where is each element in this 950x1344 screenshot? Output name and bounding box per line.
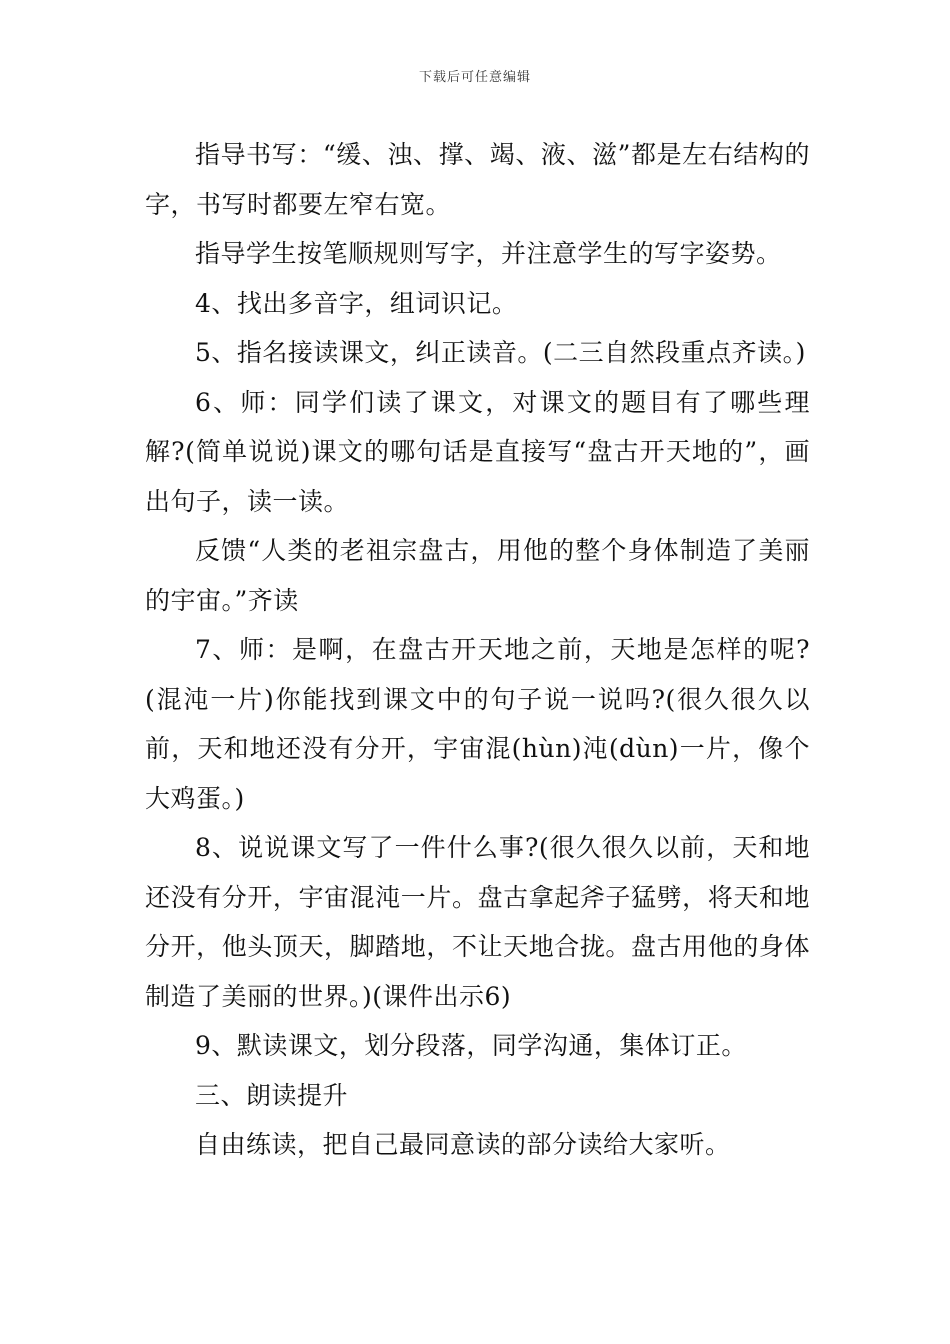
paragraph-step-7: 7、师：是啊，在盘古开天地之前，天地是怎样的呢?(混沌一片)你能找到课文中的句子说一说吗?(很久很久以前，天和地还没有分开，宇宙混(hùn)沌(dùn)一片，像个大鸡蛋。) [145, 635, 810, 813]
paragraph-stroke-order: 指导学生按笔顺规则写字，并注意学生的写字姿势。 [195, 239, 782, 268]
paragraph-step-8: 8、说说课文写了一件什么事?(很久很久以前，天和地还没有分开，宇宙混沌一片。盘古拿起斧子猛劈，将天和地分开，他头顶天，脚踏地，不让天地合拢。盘古用他的身体制造了美丽的世界。)(课件出示6) [145, 833, 810, 1011]
paragraph-step-4: 4、找出多音字，组词识记。 [195, 288, 518, 318]
paragraph-free-reading: 自由练读，把自己最同意读的部分读给大家听。 [195, 1130, 731, 1159]
paragraph-feedback: 反馈“人类的老祖宗盘古，用他的整个身体制造了美丽的宇宙。”齐读 [145, 536, 810, 615]
section-heading-reading: 三、朗读提升 [195, 1080, 349, 1110]
paragraph-step-5: 5、指名接读课文，纠正读音。(二三自然段重点齐读。) [195, 338, 806, 367]
page-header: 下载后可任意编辑 [418, 70, 531, 85]
paragraph-writing-guidance: 指导书写：“缓、浊、撑、竭、液、滋”都是左右结构的字，书写时都要左窄右宽。 [145, 140, 810, 219]
paragraph-step-6: 6、师：同学们读了课文，对课文的题目有了哪些理解?(简单说说)课文的哪句话是直接写“盘古开天地的”，画出句子，读一读。 [145, 387, 810, 516]
paragraph-step-9: 9、默读课文，划分段落，同学沟通，集体订正。 [195, 1031, 747, 1060]
document-body [145, 130, 810, 1170]
